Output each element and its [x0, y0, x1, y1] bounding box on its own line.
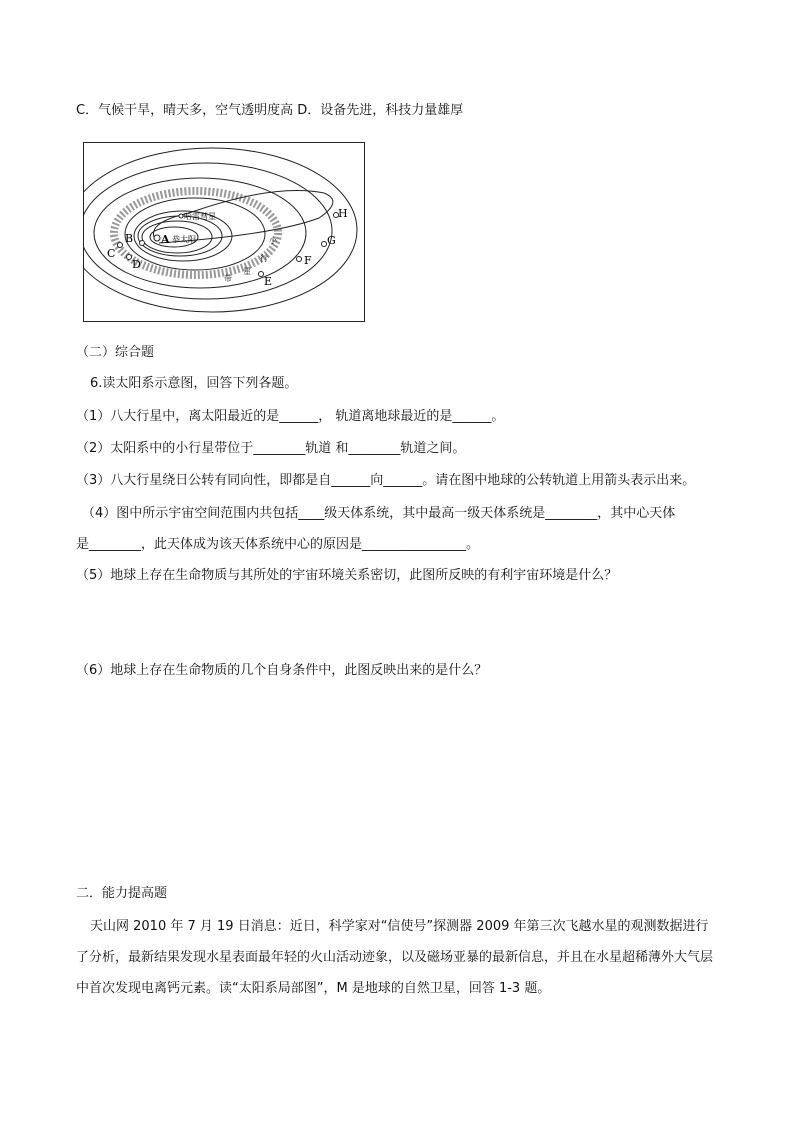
question-intro: 6.读太阳系示意图，回答下列各题。	[90, 376, 298, 391]
label-g: G	[327, 234, 336, 247]
label-e: E	[264, 275, 273, 288]
orbit-g	[84, 163, 332, 299]
question-4-continued: 是________，此天体成为该天体系统中心的原因是________________。	[76, 537, 480, 552]
option-line: C．气候干旱，晴天多，空气透明度高 D．设备先进，科技力量雄厚	[76, 103, 464, 118]
planet-b-marker	[140, 241, 145, 246]
label-f: F	[304, 254, 312, 267]
label-d: D	[132, 258, 141, 271]
label-belt-2: 行	[260, 254, 268, 263]
sun-dot	[154, 235, 160, 241]
question-4: （4）图中所示宇宙空间范围内共包括____级天体系统，其中最高一级天体系统是________，其中心天体	[82, 506, 676, 521]
question-3: （3）八大行星绕日公转有同向性，即都是自______向______。请在图中地球的公转轨道上用箭头表示出来。	[76, 473, 696, 488]
orbit-e	[125, 198, 265, 270]
planet-d-marker	[127, 255, 132, 260]
question-6: （6）地球上存在生命物质的几个自身条件中，此图反映出来的是什么？	[76, 663, 488, 678]
planet-e-marker	[259, 272, 264, 277]
planet-c-marker	[118, 243, 123, 248]
solar-system-diagram	[83, 142, 365, 322]
question-1: （1）八大行星中，离太阳最近的是______， 轨道离地球最近的是______。	[76, 409, 505, 424]
label-c: C	[107, 247, 116, 260]
solar-system-svg	[84, 143, 364, 321]
comet-marker	[179, 214, 183, 218]
section-heading: （二）综合题	[76, 345, 155, 360]
label-b: B	[125, 232, 134, 245]
label-h: H	[338, 207, 348, 220]
label-belt-3: 星	[243, 267, 251, 276]
label-sun: 恭太阳	[172, 235, 196, 244]
ability-paragraph: 天山网 2010 年 7 月 19 日消息：近日，科学家对“信使号”探测器 2009 年第三次飞越水星的观测数据进行了分析，最新结果发现水星表面最年轻的火山活动迹象，以及磁场亚暴的最新信息，并且在水星超稀薄外大气层中首次发现电离钙元素。读“太阳系局部图”，M 是地球的自然卫星，回答 1-3 题。	[76, 919, 714, 996]
label-belt-1: 小	[269, 236, 277, 245]
planet-g-marker	[322, 242, 327, 247]
label-belt-4: 带	[224, 274, 232, 283]
label-comet: 哈雷彗星	[184, 212, 216, 221]
question-5: （5）地球上存在生命物质与其所处的宇宙环境关系密切，此图所反映的有利宇宙环境是什么？	[76, 568, 618, 583]
question-2: （2）太阳系中的小行星带位于________轨道 和________轨道之间。	[76, 441, 466, 456]
label-a: A	[161, 233, 170, 246]
ability-heading: 二．能力提高题	[76, 886, 168, 901]
planet-f-marker	[297, 257, 302, 262]
